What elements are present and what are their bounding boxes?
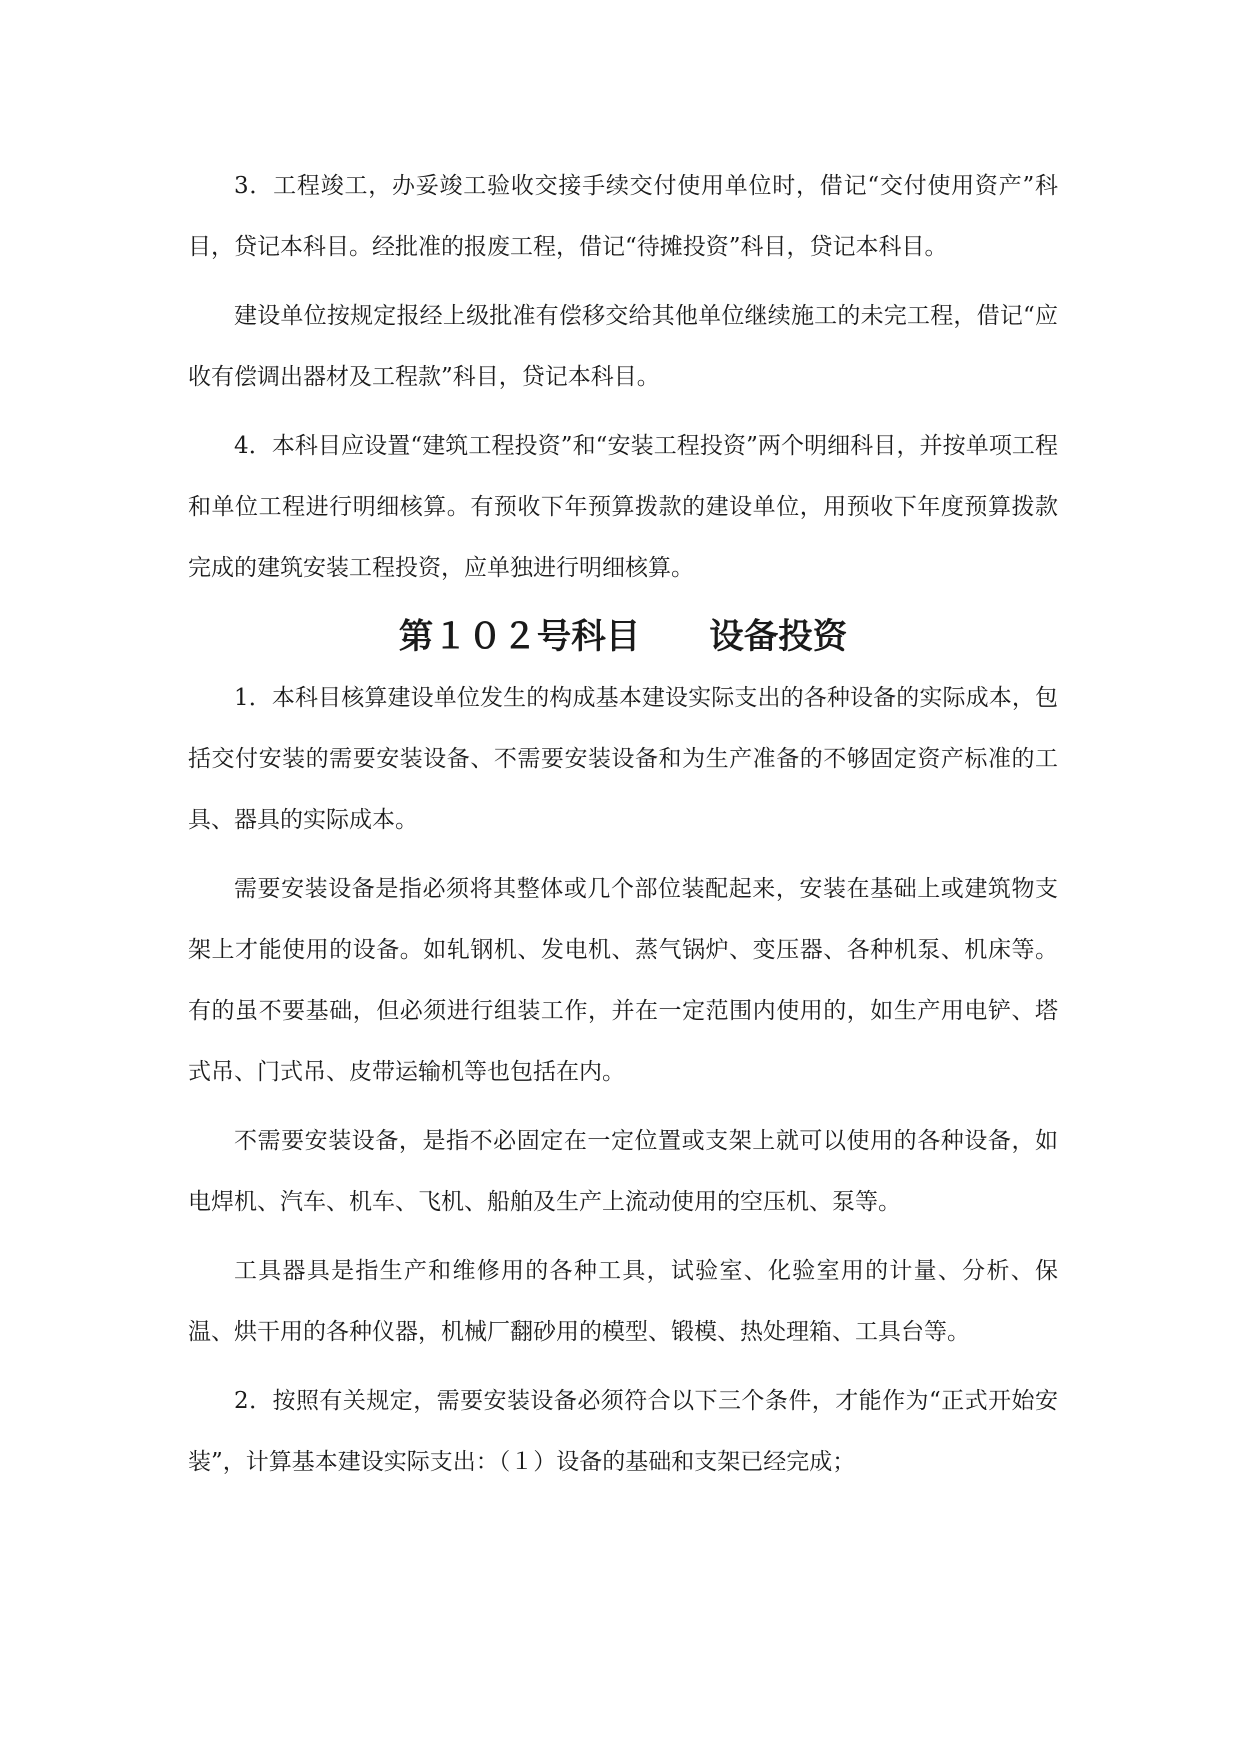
paragraph-detail-accounts: 4．本科目应设置“建筑工程投资”和“安装工程投资”两个明细科目，并按单项工程和单位工程进行明细核算。有预收下年预算拨款的建设单位，用预收下年度预算拨款完成的建筑安装工程投资，应单独进行明细核算。 [188,433,1058,581]
paragraph-installation-equipment: 需要安装设备是指必须将其整体或几个部位装配起来，安装在基础上或建筑物支架上才能使用的设备。如轧钢机、发电机、蒸气锅炉、变压器、各种机泵、机床等。有的虽不要基础，但必须进行组装工作，并在一定范围内使用的，如生产用电铲、塔式吊、门式吊、皮带运输机等也包括在内。 [188,876,1058,1085]
paragraph-account-scope: 1．本科目核算建设单位发生的构成基本建设实际支出的各种设备的实际成本，包括交付安装的需要安装设备、不需要安装设备和为生产准备的不够固定资产标准的工具、器具的实际成本。 [188,685,1058,833]
paragraph-installation-conditions: 2．按照有关规定，需要安装设备必须符合以下三个条件，才能作为“正式开始安装”，计算基本建设实际支出：（１）设备的基础和支架已经完成； [188,1388,1058,1475]
paragraph-completion-handover: 3．工程竣工，办妥竣工验收交接手续交付使用单位时，借记“交付使用资产”科目，贷记本科目。经批准的报废工程，借记“待摊投资”科目，贷记本科目。 [188,173,1058,260]
paragraph-non-installation-equipment: 不需要安装设备，是指不必固定在一定位置或支架上就可以使用的各种设备，如电焊机、汽车、机车、飞机、船舶及生产上流动使用的空压机、泵等。 [188,1128,1058,1215]
section-heading-equipment-investment: 第１０２号科目 设备投资 [398,617,848,657]
document-body [188,156,1058,1493]
paragraph-unfinished-transfer: 建设单位按规定报经上级批准有偿移交给其他单位继续施工的未完工程，借记“应收有偿调出器材及工程款”科目，贷记本科目。 [188,303,1058,390]
paragraph-tools-instruments: 工具器具是指生产和维修用的各种工具，试验室、化验室用的计量、分析、保温、烘干用的各种仪器，机械厂翻砂用的模型、锻模、热处理箱、工具台等。 [188,1258,1058,1345]
